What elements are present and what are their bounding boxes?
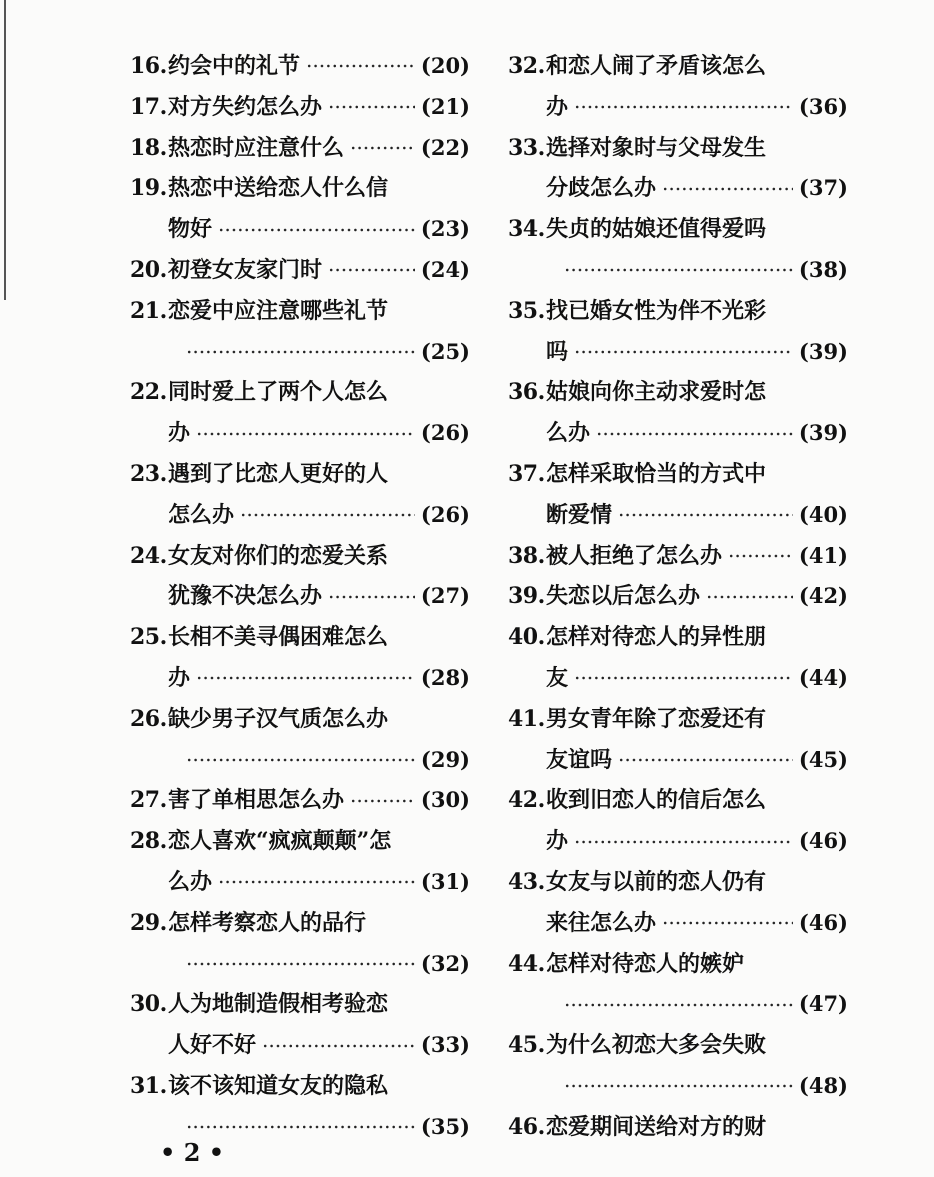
toc-entry (508, 1025, 848, 1107)
toc-entry-title-text: 女友对你们的恋爱关系 (168, 542, 389, 569)
toc-entry (508, 862, 848, 944)
toc-page-number: (24) (420, 256, 470, 282)
toc-page-number: (45) (798, 746, 848, 772)
dot-leader (618, 513, 793, 517)
toc-entry-title-text: 怎样采取恰当的方式中 (546, 460, 767, 487)
toc-entry-number: 27. (130, 787, 167, 814)
toc-entry-title-text: 犹豫不决怎么办 (168, 583, 323, 610)
toc-entry-title-text: 收到旧恋人的信后怎么 (546, 787, 767, 814)
toc-entry-title-text: 怎样对待恋人的异性朋 (546, 624, 767, 651)
toc-entry-title-text: 物好 (168, 216, 213, 243)
toc-entry-title-line (168, 291, 470, 332)
toc-page-number: (35) (420, 1113, 470, 1139)
toc-entry-title-line (168, 128, 470, 169)
toc-entry-number: 25. (130, 624, 167, 651)
toc-entry (508, 1107, 848, 1148)
toc-entry (130, 536, 470, 618)
toc-entry-body (546, 128, 848, 210)
toc-entry-body (546, 536, 848, 577)
toc-page-number: (46) (798, 909, 848, 935)
toc-entry-number: 30. (130, 991, 167, 1018)
toc-entry-body (168, 780, 470, 821)
toc-entry-number: 45. (508, 1032, 545, 1059)
toc-entry-title-line (546, 740, 848, 781)
toc-entry-number: 19. (130, 175, 167, 202)
toc-entry-title-line (546, 862, 848, 903)
toc-entry-title-line (546, 903, 848, 944)
toc-entry-title-text: 失贞的姑娘还值得爱吗 (546, 216, 767, 243)
toc-entry-body (168, 291, 470, 373)
toc-entry-title-text: 遇到了比恋人更好的人 (168, 460, 389, 487)
toc-page-number: (25) (420, 338, 470, 364)
toc-page-number: (33) (420, 1032, 470, 1058)
dot-leader (218, 880, 415, 884)
toc-entry-title-line (546, 87, 848, 128)
toc-leader-line (546, 1066, 848, 1107)
toc-entry-title-text: 热恋时应注意什么 (168, 134, 345, 161)
toc-entry (508, 699, 848, 781)
toc-entry-title-text: 为什么初恋大多会失败 (546, 1032, 767, 1059)
toc-entry (130, 821, 470, 903)
toc-leader-line (168, 332, 470, 373)
toc-entry-title-line (168, 1066, 470, 1107)
dot-leader (596, 432, 793, 436)
toc-entry-title-text: 约会中的礼节 (168, 53, 301, 79)
toc-entry-body (546, 209, 848, 291)
toc-entry-title-text: 恋爱中应注意哪些礼节 (168, 297, 389, 324)
toc-entry-body (546, 780, 848, 862)
toc-entry-title-line (546, 1025, 848, 1066)
toc-page-number: (31) (420, 868, 470, 894)
toc-page-number: (47) (798, 991, 848, 1017)
toc-entry (130, 780, 470, 821)
toc-entry-number: 36. (508, 379, 545, 406)
toc-page-number: (40) (798, 501, 848, 527)
toc-leader-line (546, 984, 848, 1025)
dot-leader (662, 187, 793, 191)
toc-entry (508, 617, 848, 699)
toc-page-number: (32) (420, 950, 470, 976)
toc-entry (508, 291, 848, 373)
dot-leader (728, 554, 793, 558)
toc-entry-body (168, 536, 470, 618)
toc-entry-title-text: 选择对象时与父母发生 (546, 134, 767, 161)
toc-entry-title-text: 怎样对待恋人的嫉妒 (546, 950, 745, 977)
toc-entry-title-line (546, 1107, 848, 1148)
toc-page-number: (38) (798, 256, 848, 282)
toc-entry-title-text: 缺少男子汉气质怎么办 (168, 705, 389, 732)
toc-entry-number: 18. (130, 134, 167, 161)
toc-entry-body (546, 1107, 848, 1148)
toc-entry-title-line (546, 291, 848, 332)
toc-entry-title-text: 和恋人闹了矛盾该怎么 (546, 53, 767, 79)
toc-entry-title-line (168, 495, 470, 536)
toc-entry (130, 46, 470, 87)
toc-page-number: (29) (420, 746, 470, 772)
dot-leader (350, 146, 415, 150)
toc-entry-title-text: 分歧怎么办 (546, 175, 657, 202)
toc-entry (508, 46, 848, 128)
toc-entry-title-line (168, 413, 470, 454)
toc-page-number: (37) (798, 175, 848, 201)
toc-entry-title-line (168, 87, 470, 128)
toc-entry-title-text: 来往怎么办 (546, 909, 657, 936)
toc-entry-number: 39. (508, 583, 545, 610)
toc-entry-number: 31. (130, 1072, 167, 1099)
toc-entry (130, 168, 470, 250)
toc-entry-body (168, 250, 470, 291)
toc-page-number: (27) (420, 583, 470, 609)
dot-leader (186, 758, 415, 762)
toc-entry-body (546, 46, 848, 128)
page-number: • 2 • (160, 1138, 225, 1167)
dot-leader (328, 105, 415, 109)
toc-entry-body (546, 291, 848, 373)
toc-entry-title-line (168, 862, 470, 903)
toc-entry (508, 536, 848, 577)
toc-entry-title-text: 么办 (168, 868, 213, 895)
toc-entry-title-line (546, 536, 848, 577)
toc-entry-number: 29. (130, 909, 167, 936)
toc-entry (130, 250, 470, 291)
toc-entry-body (546, 576, 848, 617)
dot-leader (218, 228, 415, 232)
toc-entry-title-line (546, 576, 848, 617)
toc-leader-line (168, 740, 470, 781)
dot-leader (574, 350, 793, 354)
dot-leader (574, 105, 793, 109)
toc-entry-body (546, 1025, 848, 1107)
dot-leader (328, 595, 415, 599)
dot-leader (662, 921, 793, 925)
toc-entry-body (168, 454, 470, 536)
dot-leader (706, 595, 793, 599)
dot-leader (186, 962, 415, 966)
dot-leader (564, 1084, 793, 1088)
toc-entry-number: 22. (130, 379, 167, 406)
toc-entry (130, 903, 470, 985)
toc-page-number: (20) (420, 53, 470, 78)
toc-entry (508, 372, 848, 454)
toc-entry-title-line (168, 46, 470, 87)
toc-page-number: (26) (420, 501, 470, 527)
toc-entry-number: 42. (508, 787, 545, 814)
toc-entry-title-line (546, 780, 848, 821)
toc-entry-title-text: 友谊吗 (546, 746, 613, 773)
toc-page-number: (41) (798, 542, 848, 568)
toc-entry-title-text: 人为地制造假相考验恋 (168, 991, 389, 1018)
toc-entry (508, 780, 848, 862)
dot-leader (574, 676, 793, 680)
toc-entry-title-text: 吗 (546, 338, 569, 365)
toc-page-number: (36) (798, 93, 848, 119)
toc-page-number: (22) (420, 134, 470, 160)
toc-entry-title-text: 么办 (546, 420, 591, 447)
toc-entry-title-line (546, 617, 848, 658)
toc-entry-body (168, 1066, 470, 1148)
toc-entry-number: 24. (130, 542, 167, 569)
toc-entry-title-text: 人好不好 (168, 1032, 257, 1059)
toc-entry-title-text: 害了单相思怎么办 (168, 787, 345, 814)
toc-entry (508, 944, 848, 1026)
toc-entry-title-text: 断爱情 (546, 501, 613, 528)
toc-entry-title-line (546, 209, 848, 250)
toc-page-number: (42) (798, 583, 848, 609)
toc-entry-number: 37. (508, 460, 545, 487)
toc-entry-number: 35. (508, 297, 545, 324)
toc-leader-line (546, 250, 848, 291)
toc-entry-number: 44. (508, 950, 545, 977)
dot-leader (564, 268, 793, 272)
toc-entry-body (546, 862, 848, 944)
toc-entry-title-line (546, 699, 848, 740)
toc-entry-number: 40. (508, 624, 545, 651)
toc-entry-title-text: 长相不美寻偶困难怎么 (168, 624, 389, 651)
toc-entry-title-line (168, 372, 470, 413)
toc-entry-title-line (168, 168, 470, 209)
toc-page-number: (23) (420, 216, 470, 242)
dot-leader (240, 513, 415, 517)
toc-page-number: (44) (798, 664, 848, 690)
toc-entry (508, 209, 848, 291)
dot-leader (196, 676, 415, 680)
toc-page-number: (46) (798, 828, 848, 854)
toc-entry-body (546, 699, 848, 781)
toc-entry (130, 291, 470, 373)
toc-entry-title-line (546, 944, 848, 985)
toc-entry-number: 26. (130, 705, 167, 732)
toc-entry-title-text: 女友与以前的恋人仍有 (546, 868, 767, 895)
toc-entry-title-text: 办 (546, 828, 569, 855)
toc-entry-title-line (168, 699, 470, 740)
dot-leader (196, 432, 415, 436)
toc-entry-body (546, 617, 848, 699)
toc-page-number: (28) (420, 664, 470, 690)
dot-leader (186, 350, 415, 354)
toc-entry (508, 576, 848, 617)
toc-entry-title-text: 找已婚女性为伴不光彩 (546, 297, 767, 324)
toc-entry-title-line (546, 46, 848, 87)
toc-entry-number: 20. (130, 256, 167, 283)
toc-entry-body (168, 699, 470, 781)
toc-entry-body (168, 984, 470, 1066)
toc-entry-title-text: 该不该知道女友的隐私 (168, 1072, 389, 1099)
toc-entry-title-line (168, 250, 470, 291)
toc-entry-title-text: 被人拒绝了怎么办 (546, 542, 723, 569)
dot-leader (186, 1125, 415, 1129)
toc-entry-title-text: 怎样考察恋人的品行 (168, 909, 367, 936)
dot-leader (262, 1044, 415, 1048)
toc-entry-number: 34. (508, 216, 545, 243)
toc-entry-title-line (546, 821, 848, 862)
toc-entry-body (168, 168, 470, 250)
toc-entry-body (168, 617, 470, 699)
toc-page-number: (26) (420, 420, 470, 446)
toc-right-column (508, 46, 848, 1148)
toc-left-column (130, 46, 470, 1148)
toc-entry-title-text: 对方失约怎么办 (168, 93, 323, 120)
toc-entry (130, 699, 470, 781)
toc-entry-title-line (168, 658, 470, 699)
toc-entry-title-text: 办 (168, 664, 191, 691)
toc-entry-number: 38. (508, 542, 545, 569)
toc-entry (130, 128, 470, 169)
dot-leader (328, 268, 415, 272)
toc-entry-body (168, 46, 470, 87)
toc-entry-title-text: 男女青年除了恋爱还有 (546, 705, 767, 732)
toc-page-number: (48) (798, 1072, 848, 1098)
toc-entry-title-text: 恋爱期间送给对方的财 (546, 1113, 767, 1140)
toc-entry-title-text: 恋人喜欢“疯疯颠颠”怎 (168, 828, 392, 855)
toc-entry-title-text: 友 (546, 664, 569, 691)
toc-entry (130, 617, 470, 699)
toc-entry-title-text: 初登女友家门时 (168, 256, 323, 283)
toc-entry-title-line (546, 454, 848, 495)
toc-entry-number: 46. (508, 1113, 545, 1140)
toc-entry-title-text: 办 (546, 93, 569, 120)
toc-entry-number: 33. (508, 134, 545, 161)
toc-entry-title-line (168, 1025, 470, 1066)
toc-entry-title-line (168, 536, 470, 577)
toc-entry-title-text: 怎么办 (168, 501, 235, 528)
toc-entry-title-line (546, 413, 848, 454)
toc-entry-number: 17. (130, 93, 167, 120)
toc-entry-body (168, 372, 470, 454)
toc-entry-body (546, 372, 848, 454)
toc-entry-number: 32. (508, 53, 545, 79)
toc-entry-body (168, 87, 470, 128)
toc-entry-number: 43. (508, 868, 545, 895)
dot-leader (564, 1003, 793, 1007)
toc-entry-body (168, 821, 470, 903)
toc-entry-title-line (168, 780, 470, 821)
toc-entry-title-line (168, 984, 470, 1025)
toc-page-number: (39) (798, 420, 848, 446)
toc-entry-title-line (546, 168, 848, 209)
toc-entry (130, 87, 470, 128)
toc-page-number: (39) (798, 338, 848, 364)
dot-leader (618, 758, 793, 762)
toc-entry (130, 1066, 470, 1148)
toc-entry-number: 41. (508, 705, 545, 732)
toc-entry-title-text: 热恋中送给恋人什么信 (168, 175, 389, 202)
toc-entry-title-line (546, 128, 848, 169)
dot-leader (306, 64, 415, 68)
toc-entry-title-line (168, 576, 470, 617)
dot-leader (574, 840, 793, 844)
toc-entry-title-text: 办 (168, 420, 191, 447)
toc-entry-title-line (546, 658, 848, 699)
toc-entry-body (546, 944, 848, 1026)
toc-entry-title-line (546, 372, 848, 413)
toc-entry-number: 21. (130, 297, 167, 324)
toc-entry-title-line (546, 495, 848, 536)
toc-entry-title-line (168, 903, 470, 944)
toc-page-number: (30) (420, 787, 470, 813)
toc-leader-line (168, 944, 470, 985)
toc-entry (508, 454, 848, 536)
dot-leader (350, 799, 415, 803)
toc-entry-title-line (168, 617, 470, 658)
toc-entry (130, 454, 470, 536)
toc-entry-body (168, 903, 470, 985)
toc-entry (508, 128, 848, 210)
toc-entry-body (168, 128, 470, 169)
toc-entry (130, 372, 470, 454)
toc-entry (130, 984, 470, 1066)
toc-entry-number: 28. (130, 828, 167, 855)
toc-entry-title-text: 姑娘向你主动求爱时怎 (546, 379, 767, 406)
toc-entry-title-line (168, 821, 470, 862)
toc-entry-title-line (168, 209, 470, 250)
toc-entry-title-line (546, 332, 848, 373)
toc-entry-title-text: 同时爱上了两个人怎么 (168, 379, 389, 406)
toc-entry-title-line (168, 454, 470, 495)
toc-entry-number: 23. (130, 460, 167, 487)
toc-entry-body (546, 454, 848, 536)
scan-edge-line (4, 0, 6, 300)
toc-entry-number: 16. (130, 53, 167, 79)
toc-page-number: (21) (420, 93, 470, 119)
toc-entry-title-text: 失恋以后怎么办 (546, 583, 701, 610)
